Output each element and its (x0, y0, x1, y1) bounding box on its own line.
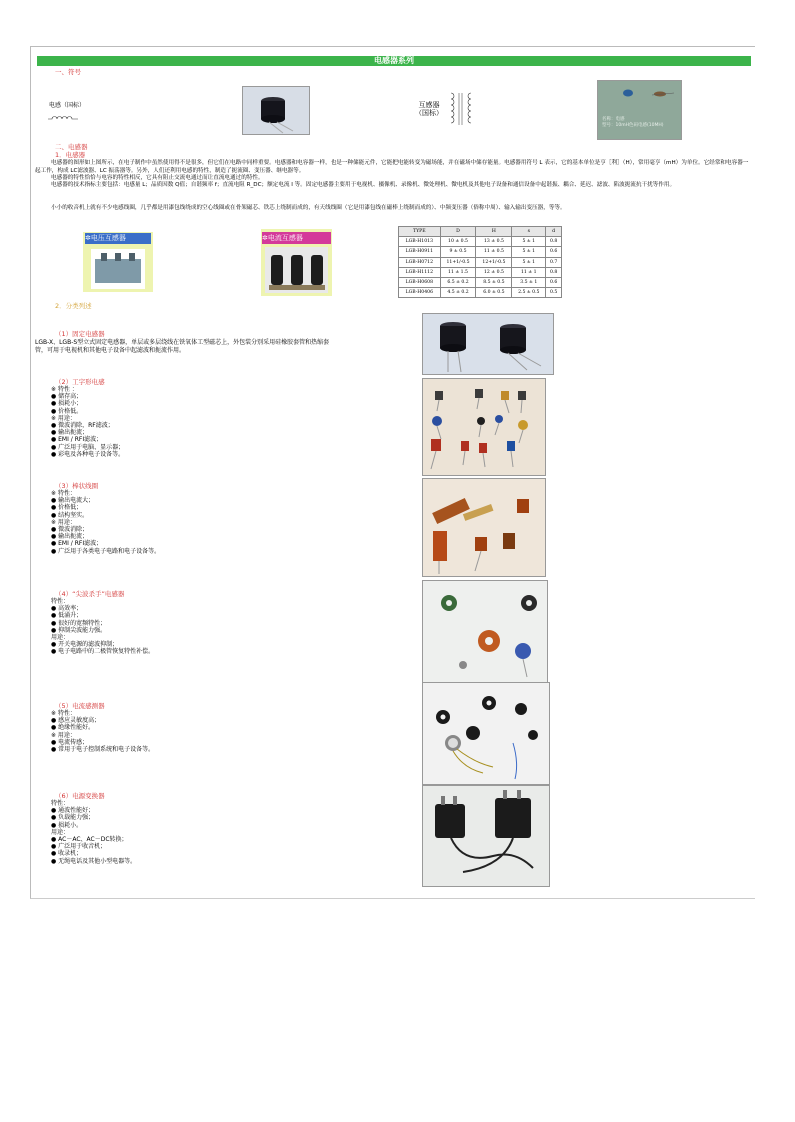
current-transformer-label: 电流互感器 (267, 234, 303, 242)
list-item: ※ 用途： (51, 414, 76, 422)
list-item: ● 微波消除； (51, 526, 89, 534)
table-cell: 6.0 ± 0.5 (476, 288, 512, 298)
table-cell: 0.8 (546, 267, 562, 277)
category-feature-list (51, 386, 124, 458)
list-item: ● 通波性能好； (51, 807, 95, 815)
voltage-transformer-badge (85, 233, 151, 244)
table-cell: 11 ± 1.5 (440, 267, 476, 277)
spec-table (398, 226, 562, 298)
photo-caption-line2: 型号：10mH色码电感(10MH) (602, 123, 664, 128)
list-item: ● 抑制尖波能力强。 (51, 626, 107, 634)
spec-table-header-cell: d (546, 227, 562, 237)
table-cell: 0.5 (546, 288, 562, 298)
list-item: ● 常用于电子控制系统和电子设备等。 (51, 746, 155, 754)
list-item: ● 输出电流大； (51, 497, 95, 505)
list-item: ● 广泛用于各类电子电路和电子设备等。 (51, 547, 161, 555)
list-item: ● 感应灵敏度高； (51, 717, 101, 725)
table-cell: 0.8 (546, 237, 562, 247)
table-cell: 0.7 (546, 257, 562, 267)
list-item: ● 高效率； (51, 605, 83, 613)
spec-table-header-cell: s (512, 227, 546, 237)
table-cell: 10 ± 0.5 (440, 237, 476, 247)
gear-icon: ✲ (85, 234, 91, 242)
transformer-symbol-icon (449, 91, 475, 129)
transformer-symbol-label (415, 101, 443, 117)
page-title: 电感器系列 (37, 56, 751, 66)
table-cell: 11 ± 0.5 (476, 247, 512, 257)
current-transformer-card (261, 229, 332, 296)
list-item: ● 彩电及各种电子设备等。 (51, 450, 125, 458)
list-item: ● 收录机； (51, 850, 83, 858)
spike-killer-photo (422, 580, 548, 683)
paragraph-property: 电感器的特性恰恰与电容的特性相反，它具有阻止交流电通过而让直流电通过的特性。 (51, 175, 264, 181)
list-item: ※ 用途： (51, 731, 76, 739)
list-item: ※ 特性： (51, 710, 76, 717)
transformer-label-line1: 互感器 (418, 101, 440, 109)
paragraph-radio: 小小的收音机上就有不少电感线圈，几乎都是用漆包线绕成的空心线圈或在骨架磁芯、铁芯上绕制而成的，有天线线圈（它是用漆包线在磁棒上绕制而成的）、中频变压器（俗称中周）、输入输出变压器，等等。 (51, 205, 566, 211)
table-cell: 0.6 (546, 247, 562, 257)
photo-caption-line1: 名称：电感 (602, 117, 625, 122)
category-title-rod-coil: （3）棒状线圈 (55, 482, 99, 490)
list-item: ● 无绳电话及其他小型电器等。 (51, 857, 137, 865)
list-item: ● 广泛用于电脑、显示器； (51, 443, 125, 451)
table-cell: 11+1/-0.5 (440, 257, 476, 267)
table-cell: 8.5 ± 0.5 (476, 277, 512, 287)
voltage-transformer-photo (91, 249, 145, 289)
table-cell: 5 ± 1 (512, 247, 546, 257)
list-item: ● EMI / RFI滤波； (51, 540, 103, 548)
list-item: ● 输出扼流； (51, 533, 89, 541)
color-code-inductor-photo (597, 80, 682, 140)
color-code-inductor-icon (598, 81, 681, 111)
list-item: 特性： (51, 800, 70, 807)
gear-icon: ✲ (262, 234, 268, 242)
list-item: ● 微波消除，RF滤波； (51, 422, 114, 430)
category-text-line: 管，可用于电视机和其他电子设备中起滤波和扼流作用。 (35, 347, 186, 354)
fixed-inductor-photo (422, 313, 554, 375)
category-title-fixed: （1）固定电感器 (55, 330, 105, 338)
list-item: ● 低涌升； (51, 612, 83, 620)
table-row (399, 237, 562, 247)
table-row (399, 267, 562, 277)
table-cell: LGB-H1112 (399, 267, 441, 277)
category-title-current-sensor: （5）电流感测器 (55, 702, 105, 710)
category-feature-list (51, 598, 154, 656)
list-item: 特性： (51, 598, 70, 605)
table-cell: 13 ± 0.5 (476, 237, 512, 247)
table-cell: 9 ± 0.5 (440, 247, 476, 257)
table-cell: 5 ± 1 (512, 257, 546, 267)
category-feature-list (51, 490, 160, 555)
table-cell: 5 ± 1 (512, 237, 546, 247)
table-row (399, 257, 562, 267)
table-cell: 12 ± 0.5 (476, 267, 512, 277)
table-cell: 12+1/-0.5 (476, 257, 512, 267)
category-title-spike-killer: （4）“尖波杀手”电感器 (55, 590, 125, 598)
list-item: ● 很好的宽频特性； (51, 619, 107, 627)
list-item: ● 电流传感； (51, 738, 89, 746)
photo-caption (602, 117, 664, 129)
category-feature-list (51, 800, 136, 865)
list-item: ● 结构坚实。 (51, 511, 89, 519)
inductor-symbol-icon (48, 113, 78, 121)
power-adapter-photo (422, 785, 550, 887)
paragraph-intro: 电感器的图形如上图所示，在电子制作中虽然使用得不是很多，但它们在电路中同样重要。电感器和电容器一样，也是一种储能元件，它能把电能转变为磁场能，并在磁场中储存能量。电感器用符号 L 表示，它的基本单位是亨［利］（H），常用毫亨（mH）为单位。它经常和电容器一起工作，构成 LC滤波器、LC 振荡器等。另外，人们还利用电感的特性，制造了扼流圈、变压器、继电器等。 (35, 160, 749, 174)
list-item: ● 广泛用于收音机； (51, 843, 107, 851)
table-cell: 3.5 ± 1 (512, 277, 546, 287)
list-item: ● 输出扼流； (51, 429, 89, 437)
section-heading-inductors: 二、电感器 (55, 143, 88, 151)
list-item: 用途： (51, 634, 70, 642)
list-item: ● 电子电路中的二极管恢复特性补偿。 (51, 648, 155, 656)
table-cell: LGB-H0608 (399, 277, 441, 287)
list-item: ● 损耗小。 (51, 821, 83, 829)
inductor-symbol-label: 电感（国标） (49, 102, 86, 109)
inductor-photo (242, 86, 310, 135)
table-cell: 11 ± 1 (512, 267, 546, 277)
table-cell: 6.5 ± 0.2 (440, 277, 476, 287)
table-cell: 2.5 ± 0.5 (512, 288, 546, 298)
transformer-label-line2: （国标） (415, 109, 443, 117)
list-item: ● 储存高； (51, 393, 83, 401)
voltage-transformer-card (83, 232, 153, 292)
spec-table-header (399, 227, 562, 237)
spec-table-header-cell: TYPE (399, 227, 441, 237)
current-transformer-badge (262, 232, 331, 244)
table-cell: LGB-H0712 (399, 257, 441, 267)
list-item: ● 负载能力强； (51, 814, 95, 822)
list-item: ● 开关电源的滤波抑制； (51, 641, 119, 649)
list-item: ● EMI / RFI滤波； (51, 436, 103, 444)
voltage-transformer-label: 电压互感器 (90, 234, 126, 242)
list-item: ● 绝缘性能好。 (51, 724, 95, 732)
category-text-line: LGB-X、LGB-S型立式固定电感器，单层或多层绕线在铁氧体工型磁芯上，外包装分别采用硅橡胶套管和热缩套 (35, 339, 330, 346)
current-sensor-photo (422, 682, 550, 785)
current-transformer-photo (265, 247, 328, 293)
page-frame (30, 46, 755, 899)
category-title-i-shape: （2）工字形电感 (55, 378, 105, 386)
sub-heading-categories: 2．分类列述 (55, 302, 92, 310)
table-cell: 4.5 ± 0.2 (440, 288, 476, 298)
list-item: ※ 特性： (51, 490, 76, 497)
paragraph-specs: 电感器的技术指标主要包括：电感量 L；品质因数 Q值；自谐频率 f；直流电阻 R_DC；额定电流 I 等。固定电感器主要用于电视机、摄像机、录像机、微处理机、微电机及其他电子设备和通信设备中起谐振、耦合、延迟、滤波、陷波扼流抗干扰等作用。 (51, 182, 676, 188)
table-cell: LGB-H0406 (399, 288, 441, 298)
spec-table-header-cell: D (440, 227, 476, 237)
list-item: ● AC－AC、AC－DC转换； (51, 836, 128, 844)
table-row (399, 288, 562, 298)
list-item: 用途： (51, 828, 70, 836)
spec-table-header-cell: H (476, 227, 512, 237)
list-item: ● 损耗小； (51, 400, 83, 408)
table-row (399, 247, 562, 257)
table-cell: 0.6 (546, 277, 562, 287)
table-cell: LGB-H1013 (399, 237, 441, 247)
list-item: ※ 特性 ： (51, 386, 78, 393)
category-title-power-adapter: （6）电源变换器 (55, 792, 105, 800)
table-row (399, 277, 562, 287)
sub-heading-inductor: 1．电感器 (55, 151, 86, 159)
table-cell: LGB-H0911 (399, 247, 441, 257)
list-item: ● 价格低。 (51, 407, 83, 415)
section-heading-symbols: 一、符号 (55, 68, 81, 76)
category-feature-list (51, 710, 154, 753)
i-shape-inductor-photo (422, 378, 546, 476)
list-item: ● 价格低； (51, 504, 83, 512)
list-item: ※ 用途： (51, 518, 76, 526)
rod-coil-photo (422, 478, 546, 577)
